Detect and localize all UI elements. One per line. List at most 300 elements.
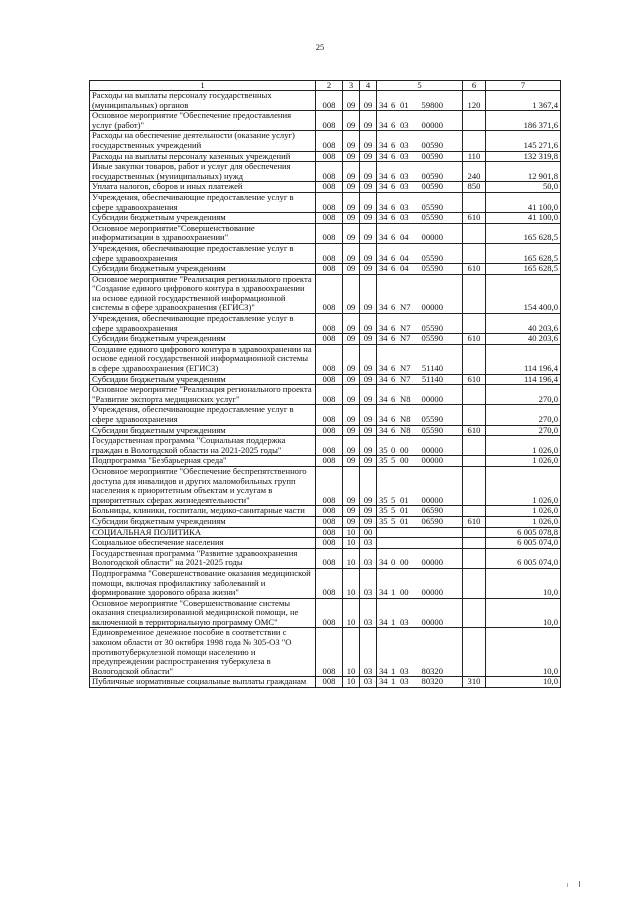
cell-ministry-code: 008 <box>316 527 343 538</box>
table-row <box>90 213 561 224</box>
cell-item-name: Субсидии бюджетным учреждениям <box>90 213 316 224</box>
cell-amount: 6 005 074,0 <box>486 538 561 549</box>
code-part-k4: 05590 <box>421 252 443 263</box>
cell-section: 09 <box>343 436 360 456</box>
cell-expense-type <box>463 385 486 405</box>
cell-item-name: Основное мероприятие"Совершенствование информатизации в здравоохранении" <box>90 223 316 243</box>
code-part-k1: 34 <box>379 616 388 627</box>
cell-section: 09 <box>343 91 360 111</box>
code-part-k1: 34 <box>379 212 388 223</box>
code-part-k1: 34 <box>379 363 388 374</box>
cell-ministry-code: 008 <box>316 385 343 405</box>
cell-amount: 270,0 <box>486 425 561 436</box>
code-part-k2: 6 <box>391 263 396 274</box>
code-part-k3: 04 <box>400 263 409 274</box>
cell-section: 09 <box>343 151 360 162</box>
code-part-k2: 6 <box>391 201 396 212</box>
cell-amount: 114 196,4 <box>486 344 561 374</box>
cell-subsection: 09 <box>360 264 377 275</box>
cell-ministry-code: 008 <box>316 182 343 193</box>
code-part-k1: 34 <box>379 232 388 243</box>
code-part-k1: 34 <box>379 119 388 130</box>
code-part-k2: 6 <box>391 302 396 313</box>
cell-section: 09 <box>343 405 360 425</box>
cell-section: 10 <box>343 598 360 628</box>
code-part-k2: 6 <box>391 363 396 374</box>
cell-amount: 270,0 <box>486 405 561 425</box>
cell-ministry-code: 008 <box>316 213 343 224</box>
table-row <box>90 506 561 517</box>
code-part-k2: 6 <box>391 252 396 263</box>
cell-expense-type: 850 <box>463 182 486 193</box>
cell-amount: 270,0 <box>486 385 561 405</box>
cell-amount: 165 628,5 <box>486 223 561 243</box>
code-part-k2: 5 <box>391 515 396 526</box>
cell-target-code <box>377 516 463 527</box>
code-part-k2: 6 <box>391 139 396 150</box>
cell-target-code <box>377 456 463 467</box>
cell-target-code <box>377 568 463 598</box>
cell-section: 09 <box>343 506 360 517</box>
cell-expense-type <box>463 628 486 677</box>
table-row <box>90 538 561 549</box>
code-part-k1: 34 <box>379 170 388 181</box>
code-part-k4: 00000 <box>421 119 443 130</box>
code-part-k1: 35 <box>379 505 388 516</box>
cell-expense-type <box>463 456 486 467</box>
cell-expense-type <box>463 598 486 628</box>
code-part-k3: 03 <box>400 676 409 687</box>
cell-subsection: 09 <box>360 243 377 263</box>
cell-target-code <box>377 91 463 111</box>
code-part-k2: 6 <box>391 99 396 110</box>
cell-item-name: Учреждения, обеспечивающие предоставление услуг в сфере здравоохранения <box>90 405 316 425</box>
cell-item-name: Основное мероприятие "Обеспечение предоставления услуг (работ)" <box>90 111 316 131</box>
cell-target-code <box>377 131 463 151</box>
table-row <box>90 314 561 334</box>
code-part-k2: 1 <box>391 616 396 627</box>
cell-item-name: Учреждения, обеспечивающие предоставление услуг в сфере здравоохранения <box>90 192 316 212</box>
cell-amount: 1 026,0 <box>486 506 561 517</box>
cell-target-code <box>377 466 463 505</box>
table-row <box>90 243 561 263</box>
cell-section: 09 <box>343 314 360 334</box>
table-row <box>90 182 561 193</box>
cell-item-name: Основное мероприятие "Обеспечение беспрепятственного доступа для инвалидов и других маломобильных групп населения к приоритетным объектам и услугам в приоритетных сферах жизнедеятельности" <box>90 466 316 505</box>
table-row <box>90 131 561 151</box>
cell-target-code <box>377 425 463 436</box>
cell-subsection: 09 <box>360 274 377 313</box>
cell-section: 10 <box>343 628 360 677</box>
cell-subsection: 09 <box>360 131 377 151</box>
cell-section: 09 <box>343 425 360 436</box>
cell-target-code <box>377 598 463 628</box>
code-part-k3: 00 <box>400 587 409 598</box>
cell-ministry-code: 008 <box>316 192 343 212</box>
code-part-k1: 34 <box>379 99 388 110</box>
cell-section: 09 <box>343 192 360 212</box>
cell-target-code <box>377 192 463 212</box>
cell-ministry-code: 008 <box>316 628 343 677</box>
cell-target-code <box>377 274 463 313</box>
cell-ministry-code: 008 <box>316 243 343 263</box>
code-part-k4: 00590 <box>421 170 443 181</box>
cell-ministry-code: 008 <box>316 425 343 436</box>
code-part-k1: 34 <box>379 665 388 676</box>
code-part-k3: 00 <box>400 455 409 466</box>
header-col-6: 6 <box>463 81 486 91</box>
table-row <box>90 344 561 374</box>
cell-ministry-code: 008 <box>316 677 343 688</box>
code-part-k1: 34 <box>379 150 388 161</box>
cell-item-name: Создание единого цифрового контура в здравоохранении на основе единой государственной информационной системы в сфере здравоохранения (ЕГИСЗ) <box>90 344 316 374</box>
cell-item-name: Государственная программа "Развитие здравоохранения Вологодской области" на 2021-2025 годы <box>90 548 316 568</box>
cell-target-code <box>377 182 463 193</box>
cell-expense-type <box>463 344 486 374</box>
table-row <box>90 111 561 131</box>
cell-subsection: 09 <box>360 91 377 111</box>
cell-amount: 10,0 <box>486 598 561 628</box>
cell-item-name: Расходы на обеспечение деятельности (оказание услуг) государственных учреждений <box>90 131 316 151</box>
table-row <box>90 548 561 568</box>
cell-section: 09 <box>343 274 360 313</box>
cell-amount: 6 005 078,8 <box>486 527 561 538</box>
cell-expense-type: 610 <box>463 516 486 527</box>
code-part-k3: 03 <box>400 139 409 150</box>
cell-ministry-code: 008 <box>316 344 343 374</box>
cell-ministry-code: 008 <box>316 405 343 425</box>
cell-amount: 40 203,6 <box>486 334 561 345</box>
code-part-k2: 6 <box>391 393 396 404</box>
code-part-k1: 35 <box>379 494 388 505</box>
code-part-k4: 05590 <box>421 201 443 212</box>
cell-ministry-code: 008 <box>316 151 343 162</box>
code-part-k4: 05590 <box>421 212 443 223</box>
cell-section: 10 <box>343 568 360 598</box>
cell-subsection: 09 <box>360 192 377 212</box>
cell-section: 09 <box>343 182 360 193</box>
cell-expense-type <box>463 527 486 538</box>
cell-subsection: 03 <box>360 568 377 598</box>
cell-target-code <box>377 538 463 549</box>
cell-subsection: 09 <box>360 344 377 374</box>
code-part-k1: 34 <box>379 302 388 313</box>
table-row <box>90 466 561 505</box>
cell-item-name: Субсидии бюджетным учреждениям <box>90 516 316 527</box>
cell-section: 09 <box>343 466 360 505</box>
code-part-k3: 00 <box>400 557 409 568</box>
cell-target-code <box>377 334 463 345</box>
cell-expense-type <box>463 223 486 243</box>
code-part-k4: 00000 <box>421 557 443 568</box>
cell-ministry-code: 008 <box>316 456 343 467</box>
cell-item-name: Расходы на выплаты персоналу государственных (муниципальных) органов <box>90 91 316 111</box>
cell-ministry-code: 008 <box>316 506 343 517</box>
table-row <box>90 274 561 313</box>
code-part-k3: N8 <box>400 424 411 435</box>
cell-amount: 10,0 <box>486 677 561 688</box>
cell-amount: 1 026,0 <box>486 456 561 467</box>
cell-section: 09 <box>343 264 360 275</box>
header-row <box>90 81 561 91</box>
cell-target-code <box>377 151 463 162</box>
cell-expense-type <box>463 274 486 313</box>
code-part-k2: 5 <box>391 505 396 516</box>
table-row <box>90 405 561 425</box>
cell-amount: 154 400,0 <box>486 274 561 313</box>
cell-expense-type <box>463 314 486 334</box>
table-row <box>90 264 561 275</box>
cell-section: 09 <box>343 223 360 243</box>
cell-ministry-code: 008 <box>316 111 343 131</box>
cell-target-code <box>377 314 463 334</box>
cell-target-code <box>377 243 463 263</box>
code-part-k3: 04 <box>400 252 409 263</box>
cell-subsection: 09 <box>360 111 377 131</box>
cell-expense-type <box>463 243 486 263</box>
code-part-k3: 01 <box>400 494 409 505</box>
cell-ministry-code: 008 <box>316 223 343 243</box>
cell-target-code <box>377 405 463 425</box>
code-part-k2: 6 <box>391 119 396 130</box>
cell-amount: 165 628,5 <box>486 243 561 263</box>
cell-section: 10 <box>343 527 360 538</box>
cell-expense-type <box>463 548 486 568</box>
cell-expense-type <box>463 568 486 598</box>
table-row <box>90 151 561 162</box>
code-part-k2: 6 <box>391 232 396 243</box>
code-part-k3: 04 <box>400 232 409 243</box>
cell-target-code <box>377 223 463 243</box>
cell-ministry-code: 008 <box>316 466 343 505</box>
cell-target-code <box>377 264 463 275</box>
code-part-k3: N8 <box>400 414 411 424</box>
code-part-k3: N7 <box>400 373 411 384</box>
cell-item-name: Социальное обеспечение населения <box>90 538 316 549</box>
cell-subsection: 09 <box>360 162 377 182</box>
cell-subsection: 09 <box>360 334 377 345</box>
cell-ministry-code: 008 <box>316 598 343 628</box>
cell-subsection: 09 <box>360 182 377 193</box>
cell-amount: 6 005 074,0 <box>486 548 561 568</box>
code-part-k4: 00590 <box>421 139 443 150</box>
table-body <box>90 91 561 688</box>
code-part-k4: 06590 <box>421 515 443 526</box>
cell-expense-type: 610 <box>463 264 486 275</box>
cell-subsection: 09 <box>360 516 377 527</box>
cell-amount: 12 901,8 <box>486 162 561 182</box>
table-row <box>90 385 561 405</box>
code-part-k1: 34 <box>379 333 388 344</box>
cell-item-name: Расходы на выплаты персоналу казенных учреждений <box>90 151 316 162</box>
code-part-k4: 59800 <box>421 99 443 110</box>
cell-subsection: 09 <box>360 213 377 224</box>
code-part-k1: 34 <box>379 322 388 333</box>
cell-subsection: 03 <box>360 548 377 568</box>
code-part-k2: 0 <box>391 557 396 568</box>
cell-item-name: Иные закупки товаров, работ и услуг для обеспечения государственных (муниципальных) нужд <box>90 162 316 182</box>
cell-amount: 50,0 <box>486 182 561 193</box>
cell-ministry-code: 008 <box>316 274 343 313</box>
code-part-k4: 00590 <box>421 150 443 161</box>
cell-expense-type <box>463 111 486 131</box>
code-part-k2: 1 <box>391 665 396 676</box>
header-col-7: 7 <box>486 81 561 91</box>
table-row <box>90 334 561 345</box>
table-row <box>90 436 561 456</box>
cell-ministry-code: 008 <box>316 334 343 345</box>
cell-item-name: Субсидии бюджетным учреждениям <box>90 374 316 385</box>
code-part-k1: 34 <box>379 252 388 263</box>
header-col-3: 3 <box>343 81 360 91</box>
table-row <box>90 527 561 538</box>
code-part-k2: 1 <box>391 676 396 687</box>
cell-subsection: 09 <box>360 466 377 505</box>
code-part-k2: 6 <box>391 181 396 192</box>
code-part-k2: 6 <box>391 212 396 223</box>
code-part-k3: 01 <box>400 505 409 516</box>
cell-expense-type <box>463 466 486 505</box>
code-part-k1: 34 <box>379 587 388 598</box>
cell-item-name: СОЦИАЛЬНАЯ ПОЛИТИКА <box>90 527 316 538</box>
code-part-k2: 6 <box>391 414 396 424</box>
cell-target-code <box>377 374 463 385</box>
cell-item-name: Единовременное денежное пособие в соответствии с законом области от 30 октября 1998 года № 305-ОЗ "О противотуберкулезной помощи населению и предупреждении распространения туберкулеза в Вологодской области" <box>90 628 316 677</box>
cell-section: 10 <box>343 677 360 688</box>
cell-amount: 132 319,8 <box>486 151 561 162</box>
cell-expense-type <box>463 405 486 425</box>
cell-item-name: Больницы, клиники, госпитали, медико-санитарные части <box>90 506 316 517</box>
cell-amount: 10,0 <box>486 628 561 677</box>
code-part-k2: 6 <box>391 322 396 333</box>
code-part-k2: 6 <box>391 424 396 435</box>
cell-expense-type: 610 <box>463 213 486 224</box>
cell-ministry-code: 008 <box>316 314 343 334</box>
header-col-1: 1 <box>90 81 316 91</box>
scan-mark <box>579 881 580 887</box>
cell-amount: 1 026,0 <box>486 466 561 505</box>
cell-expense-type: 610 <box>463 334 486 345</box>
header-col-5: 5 <box>377 81 463 91</box>
code-part-k3: 03 <box>400 616 409 627</box>
cell-ministry-code: 008 <box>316 436 343 456</box>
cell-expense-type: 240 <box>463 162 486 182</box>
cell-section: 09 <box>343 213 360 224</box>
code-part-k4: 00000 <box>421 444 443 455</box>
code-part-k1: 34 <box>379 557 388 568</box>
code-part-k1: 34 <box>379 393 388 404</box>
cell-item-name: Субсидии бюджетным учреждениям <box>90 334 316 345</box>
cell-subsection: 03 <box>360 628 377 677</box>
code-part-k2: 5 <box>391 455 396 466</box>
code-part-k2: 6 <box>391 333 396 344</box>
code-part-k4: 05590 <box>421 333 443 344</box>
cell-subsection: 09 <box>360 374 377 385</box>
code-part-k2: 5 <box>391 494 396 505</box>
table-row <box>90 516 561 527</box>
code-part-k4: 80320 <box>421 676 443 687</box>
cell-subsection: 09 <box>360 436 377 456</box>
cell-item-name: Учреждения, обеспечивающие предоставление услуг в сфере здравоохранения <box>90 314 316 334</box>
table-row <box>90 192 561 212</box>
cell-subsection: 09 <box>360 151 377 162</box>
code-part-k4: 00590 <box>421 181 443 192</box>
cell-expense-type: 110 <box>463 151 486 162</box>
table-row <box>90 628 561 677</box>
cell-ministry-code: 008 <box>316 548 343 568</box>
code-part-k3: 03 <box>400 212 409 223</box>
budget-table <box>89 80 561 688</box>
table-row <box>90 598 561 628</box>
cell-amount: 186 371,6 <box>486 111 561 131</box>
cell-item-name: Основное мероприятие "Совершенствование системы оказания специализированной медицинской помощи, не включенной в территориальную программу ОМС" <box>90 598 316 628</box>
cell-expense-type <box>463 192 486 212</box>
cell-item-name: Учреждения, обеспечивающие предоставление услуг в сфере здравоохранения <box>90 243 316 263</box>
code-part-k4: 51140 <box>421 363 443 374</box>
cell-section: 10 <box>343 538 360 549</box>
table-row <box>90 568 561 598</box>
code-part-k2: 6 <box>391 150 396 161</box>
code-part-k3: 03 <box>400 201 409 212</box>
code-part-k4: 00000 <box>421 587 443 598</box>
code-part-k1: 35 <box>379 515 388 526</box>
cell-section: 09 <box>343 456 360 467</box>
cell-ministry-code: 008 <box>316 91 343 111</box>
code-part-k1: 34 <box>379 263 388 274</box>
cell-item-name: Подпрограмма "Безбарьерная среда" <box>90 456 316 467</box>
code-part-k4: 06590 <box>421 505 443 516</box>
cell-section: 09 <box>343 111 360 131</box>
table-row <box>90 162 561 182</box>
code-part-k2: 1 <box>391 587 396 598</box>
cell-subsection: 03 <box>360 538 377 549</box>
cell-amount: 1 026,0 <box>486 516 561 527</box>
cell-amount: 1 367,4 <box>486 91 561 111</box>
code-part-k2: 6 <box>391 373 396 384</box>
cell-target-code <box>377 628 463 677</box>
cell-subsection: 00 <box>360 527 377 538</box>
table-row <box>90 374 561 385</box>
cell-item-name: Основное мероприятие "Реализация регионального проекта "Создание единого цифрового контура в здравоохранении на основе единой государственной информационной системы в сфере здравоохранения (ЕГИСЗ)" <box>90 274 316 313</box>
code-part-k4: 80320 <box>421 665 443 676</box>
cell-section: 09 <box>343 374 360 385</box>
cell-section: 09 <box>343 516 360 527</box>
cell-subsection: 09 <box>360 506 377 517</box>
cell-expense-type <box>463 506 486 517</box>
cell-section: 09 <box>343 162 360 182</box>
cell-target-code <box>377 111 463 131</box>
code-part-k4: 05590 <box>421 263 443 274</box>
code-part-k3: 03 <box>400 150 409 161</box>
cell-target-code <box>377 548 463 568</box>
code-part-k1: 34 <box>379 181 388 192</box>
cell-ministry-code: 008 <box>316 568 343 598</box>
code-part-k3: 03 <box>400 119 409 130</box>
cell-expense-type: 120 <box>463 91 486 111</box>
code-part-k1: 34 <box>379 676 388 687</box>
table-row <box>90 456 561 467</box>
cell-subsection: 09 <box>360 425 377 436</box>
code-part-k4: 00000 <box>421 616 443 627</box>
code-part-k1: 34 <box>379 139 388 150</box>
code-part-k4: 05590 <box>421 414 443 424</box>
cell-subsection: 09 <box>360 314 377 334</box>
code-part-k4: 00000 <box>421 455 443 466</box>
cell-target-code <box>377 436 463 456</box>
cell-amount: 165 628,5 <box>486 264 561 275</box>
cell-subsection: 03 <box>360 598 377 628</box>
cell-subsection: 09 <box>360 385 377 405</box>
